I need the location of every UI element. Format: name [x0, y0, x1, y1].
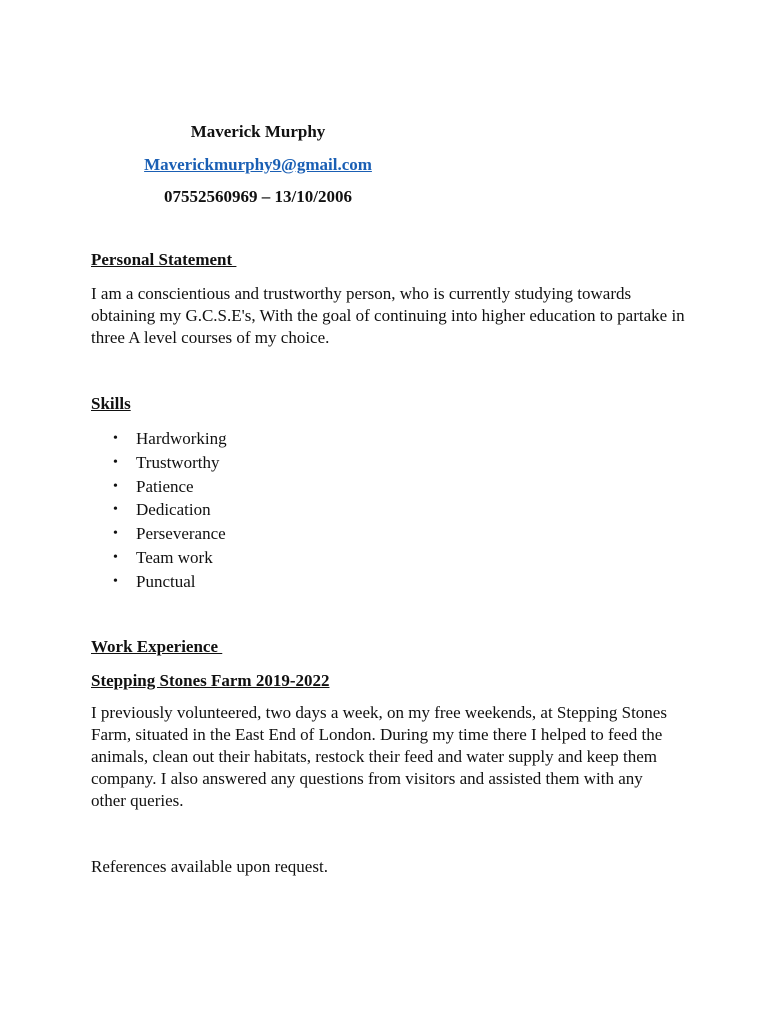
skill-label: Patience: [136, 476, 194, 496]
personal-statement-heading: Personal Statement: [91, 250, 237, 269]
job-title: Stepping Stones Farm 2019-2022: [91, 671, 330, 690]
phone-and-dob: 07552560969 – 13/10/2006: [164, 187, 352, 206]
bullet-icon: •: [113, 478, 118, 494]
skill-label: Dedication: [136, 500, 211, 520]
skill-item: [91, 451, 227, 475]
skill-item: [91, 498, 227, 522]
skills-list: [91, 427, 227, 594]
job-description: I previously volunteered, two days a week, on my free weekends, at Stepping Stones Farm, situated in the East End of London. During my time there I helped to feed the animals, clean out their habitats, restock their feed and water supply and keep them company. I also answered any questions from visitors and assisted them with any other queries.: [91, 703, 667, 810]
skill-label: Team work: [136, 547, 213, 567]
references-note: References available upon request.: [91, 857, 328, 876]
bullet-icon: •: [113, 573, 118, 589]
email-link[interactable]: Maverickmurphy9@gmail.com: [144, 155, 372, 174]
bullet-icon: •: [113, 431, 118, 446]
skill-item: [91, 570, 227, 594]
skill-item: [91, 522, 227, 546]
bullet-icon: •: [113, 526, 118, 542]
personal-statement-text: I am a conscientious and trustworthy person, who is currently studying towards obtaining my G.C.S.E's, With the goal of continuing into higher education to partake in three A level courses of my choice.: [91, 284, 685, 347]
skill-label: Hardworking: [136, 429, 227, 448]
skills-heading: Skills: [91, 394, 131, 413]
skill-item: [91, 427, 227, 451]
bullet-icon: •: [113, 454, 118, 470]
skill-label: Perseverance: [136, 524, 226, 544]
skill-item: [91, 475, 227, 499]
skill-label: Trustworthy: [136, 452, 220, 472]
bullet-icon: •: [113, 549, 118, 565]
skill-item: [91, 546, 227, 570]
work-experience-heading: Work Experience: [91, 637, 223, 656]
skill-label: Punctual: [136, 571, 196, 591]
bullet-icon: •: [113, 502, 118, 518]
candidate-name: Maverick Murphy: [190, 122, 326, 141]
